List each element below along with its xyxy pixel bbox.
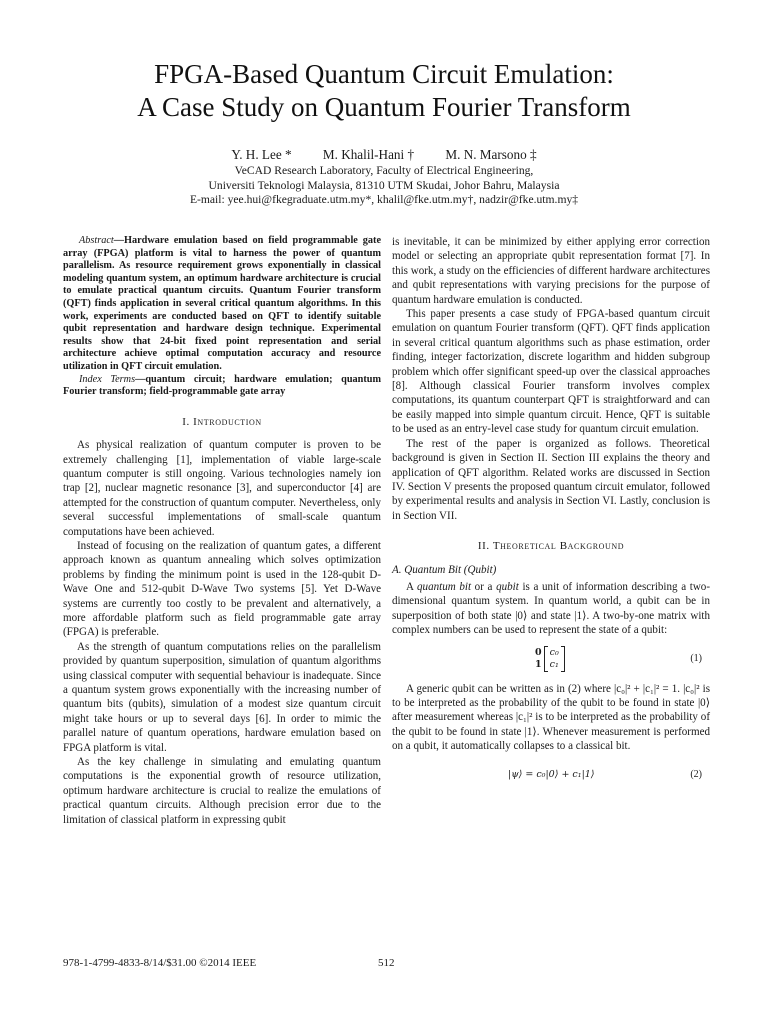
equation-1-number: (1) [690,652,702,664]
intro-paragraph-3: As the strength of quantum computations relies on the parallelism provided by quantum superposition, simulation of quantum algorithms using classical computer with sequential behaviour is inadequate. Since a quantum system grows exponentially with the increasing number of quantum bits (qubits), simulation of a modest size quantum circuit might take hours or up to several days [6]. In order to mimic the parallel nature of quantum operations, hardware emulation based on FPGA platform is vital. [63,640,381,754]
paper-title [40,58,728,124]
right-paragraph-2: This paper presents a case study of FPGA-based quantum circuit emulation on quantum Fourier transform (QFT). QFT finds application in several critical quantum algorithms such as phase estimation, order finding, integer factorization, discrete logarithm and hidden subgroup problem which offer significant speed-up over the classical approaches [8]. Although classical Fourier transform involves complex computations, its quantum counterpart QFT is straightforward and can be easily mapped into simple quantum circuit. Hence, QFT is suitable to be used as an entry-level case study for quantum circuit emulation. [392,308,710,436]
matrix-label-1: 1 [535,658,542,670]
equation-2-number: (2) [690,768,702,780]
qubit-paragraph-2: A generic qubit can be written as in (2) where |c₀|² + |c₁|² = 1. |c₀|² is to be interpreted as the probability of the qubit to be found in state |0⟩ after measurement whereas |c₁|² is to be interpreted as the probability of the qubit to be found in state |1⟩. Whenever measurement is performed on a qubit, it automatically collapses to a classical bit. [392,682,710,753]
matrix-value-c1: c₁ [549,658,559,670]
title-line-2: A Case Study on Quantum Fourier Transform [137,92,631,122]
matrix-right-bracket [561,646,565,672]
qubit-text-b: or a [471,580,497,593]
index-terms-text: —quantum circuit; hardware emulation; quantum Fourier transform; field-programmable gate array [63,373,381,398]
abstract-text: —Hardware emulation based on field programmable gate array (FPGA) platform is vital to harness the power of quantum parallelism. As resource requirement grows exponentially in classical modeling quantum system, an optimum hardware architecture is crucial to emulate practical quantum circuits. Quantum Fourier transform (QFT) finds application in several critical quantum algorithms. In this work, experiments are conducted based on QFT to identify suitable qubit representation and hardware design technique. Experimental results show that 24-bit fixed point representation and serial architecture achieve optimal computation accuracy and resource utilization in QFT circuit emulation. [63,235,381,372]
right-paragraph-3: The rest of the paper is organized as follows. Theoretical background is given in Section II. Section III explains the theory and application of QFT algorithm. Related works are discussed in Section IV. Section V presents the proposed quantum circuit emulator, followed by experimental results and analysis in Section VI. Lastly, conclusion is in Section VII. [392,437,710,522]
equation-2-expression: |ψ⟩ = c₀|0⟩ + c₁|1⟩ [508,768,595,780]
section-heading-background: II. Theoretical Background [477,540,625,553]
copyright-footer: 978-1-4799-4833-8/14/$31.00 ©2014 IEEE [63,957,257,969]
equation-2 [392,760,710,790]
page-number: 512 [378,957,395,969]
intro-paragraph-2: Instead of focusing on the realization of quantum gates, a different approach known as quantum annealing which solves optimization problems by finding the minimum point is used in the 128-qubit D-Wave One and 512-qubit D-Wave Two systems [5]. Yet D-Wave systems are currently too costly to be prevalent and alternatively, a more affordable platform such as field programmable gate array (FPGA) is preferable. [63,539,381,639]
qubit-paragraph-1 [392,580,710,638]
author-3: M. N. Marsono ‡ [445,147,537,162]
affiliation-email: E-mail: yee.hui@fkegraduate.utm.my*, khalil@fke.utm.my†, nadzir@fke.utm.my‡ [189,193,579,206]
qubit-text-c: is a unit of information describing a two-dimensional quantum system. In quantum world, a qubit can be in superposition of both state |0⟩ and state |1⟩. A two-by-one matrix with complex numbers can be used to represent the state of a qubit: [392,580,710,637]
abstract-label: Abstract [79,235,114,246]
intro-paragraph-1: As physical realization of quantum computer is proven to be extremely challenging [1], implementation of viable large-scale quantum computer is still ongoing. Various technologies namely ion trap [2], nuclear magnetic resonance [3], and superconductor [4] are attempted for the construction of quantum computer. Nevertheless, only several successful implementations of small-scale quantum computations have been achieved. [63,439,381,538]
affiliation-line-2: Universiti Teknologi Malaysia, 81310 UTM Skudai, Johor Bahru, Malaysia [208,178,560,192]
qubit-text-a: A [406,580,418,593]
affiliation-line-1: VeCAD Research Laboratory, Faculty of Electrical Engineering, [234,164,534,177]
matrix-values [548,647,561,671]
qubit-term-quantum-bit: quantum bit [417,580,472,593]
qubit-matrix [535,646,565,672]
intro-paragraph-4: As the key challenge in simulating and emulating quantum computations is the exponential growth of resource utilization, optimum hardware architecture is crucial to realize the emulations of practical quantum circuits. Although precision error due to the limitation of classical platform in expressing qubit [63,756,381,826]
title-line-1: FPGA-Based Quantum Circuit Emulation: [154,59,614,89]
author-2: M. Khalil-Hani † [322,147,415,162]
author-1: Y. H. Lee * [231,147,292,162]
index-terms-label: Index Terms [79,373,136,385]
abstract [63,235,381,374]
subsection-heading-qubit: A. Quantum Bit (Qubit) [392,563,497,576]
equation-1 [392,644,710,674]
matrix-label-0: 0 [535,646,542,658]
matrix-value-c0: c₀ [549,646,559,658]
right-paragraph-1: is inevitable, it can be minimized by either applying error correction model or selecting an appropriate qubit representation format [7]. In this work, a study on the efficiencies of different hardware architectures and qubit representations with varying precisions for the purpose of quantum hardware emulation is conducted. [392,236,710,306]
affiliation-block [40,164,728,208]
index-terms [63,374,381,399]
section-heading-introduction: I. Introduction [182,415,262,428]
left-column [63,235,381,827]
author-list [40,147,728,163]
right-column [392,235,710,798]
qubit-term-qubit: qubit [496,580,519,593]
matrix-row-labels [535,647,542,671]
